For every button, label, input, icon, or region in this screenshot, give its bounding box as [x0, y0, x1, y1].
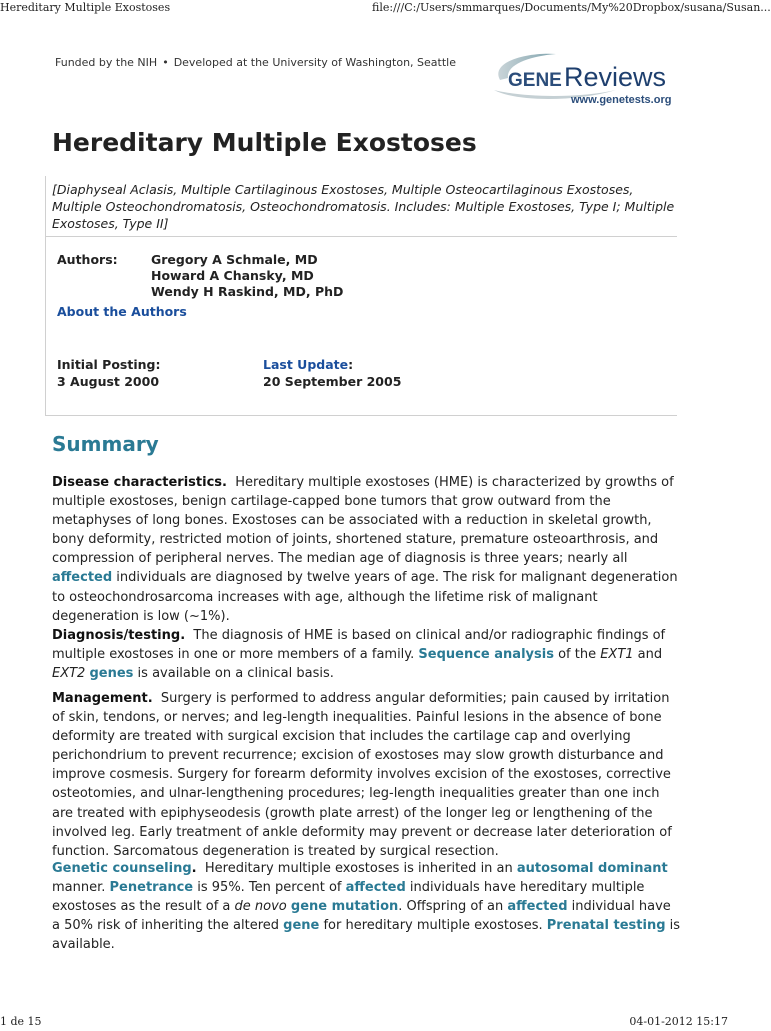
- gene-name-ext2: EXT2: [52, 666, 86, 682]
- last-update: [263, 356, 401, 390]
- de-novo-text: de novo: [234, 899, 287, 915]
- genereviews-logo[interactable]: [486, 50, 676, 110]
- left-rule: [45, 176, 46, 416]
- diagnosis-text: The diagnosis of HME is based on clinical and/or radiographic findings of multiple exostoses in one or more members of a family.: [52, 628, 666, 663]
- gene-name-ext1: EXT1: [600, 647, 634, 663]
- page-title: Hereditary Multiple Exostoses: [52, 128, 477, 157]
- about-authors-link[interactable]: About the Authors: [57, 304, 187, 319]
- last-update-date: 20 September 2005: [263, 374, 402, 389]
- logo-reviews-text: Reviews: [564, 62, 667, 92]
- autosomal-dominant-link[interactable]: autosomal dominant: [516, 861, 668, 876]
- disease-characteristics: [52, 473, 682, 626]
- counseling-text: for hereditary multiple exostoses.: [319, 918, 547, 934]
- disease-label: Disease characteristics.: [52, 475, 227, 490]
- diagnosis-text: of the: [553, 647, 601, 663]
- diagnosis-text: and: [633, 647, 663, 663]
- print-header-title: Hereditary Multiple Exostoses: [0, 1, 171, 14]
- affected-link[interactable]: affected: [507, 899, 568, 915]
- last-update-colon: :: [348, 357, 354, 372]
- genes-link[interactable]: genes: [89, 666, 134, 682]
- management: [52, 689, 682, 861]
- genetic-counseling-link[interactable]: Genetic counseling: [52, 861, 192, 876]
- disease-text: individuals are diagnosed by twelve years of age. The risk for malignant degeneration to osteochondrosarcoma increases with age, although the lifetime risk of malignant degeneration is low (~1%).: [52, 570, 678, 624]
- counseling-text: manner.: [52, 880, 110, 896]
- initial-posting-date: 3 August 2000: [57, 374, 160, 389]
- separator-dot: •: [162, 56, 169, 69]
- print-header: [0, 0, 771, 16]
- counseling-text: is available.: [52, 918, 681, 953]
- counseling-text: . Offspring of an: [398, 899, 508, 915]
- summary-heading: Summary: [52, 432, 159, 456]
- management-label: Management.: [52, 691, 153, 706]
- author-list: [151, 252, 451, 300]
- author-name: Howard A Chansky, MD: [151, 268, 314, 283]
- developed-text: Developed at the University of Washington, Seattle: [173, 56, 456, 69]
- penetrance-link[interactable]: Penetrance: [109, 880, 194, 896]
- initial-posting: [57, 356, 160, 390]
- prenatal-testing-link[interactable]: Prenatal testing: [546, 918, 666, 934]
- initial-posting-label: Initial Posting:: [57, 357, 161, 372]
- author-name: Wendy H Raskind, MD, PhD: [151, 284, 344, 299]
- logo-gene-text: GENE: [508, 70, 562, 91]
- logo-url-text: www.genetests.org: [571, 94, 672, 106]
- divider: [45, 236, 677, 237]
- management-text: Surgery is performed to address angular deformities; pain caused by irritation of skin, tendons, or nerves; and leg-length inequalities. Painful lesions in the absence of bone deformity are treated with surgical excision that includes the cartilage cap and overlying perichondrium to prevent recurrence; excision of exostoses may slow growth disturbance and improve cosmesis. Surgery for forearm deformity involves excision of the exostoses, corrective osteotomies, and ulnar-lengthening procedures; leg-length inequalities greater than one inch are treated with epiphyseodesis (growth plate arrest) of the longer leg or lengthening of the involved leg. Early treatment of ankle deformity may prevent or decrease later deterioration of function. Sarcomatous degeneration is treated by surgical resection.: [52, 691, 672, 859]
- gene-mutation-link[interactable]: gene mutation: [290, 899, 399, 915]
- sequence-analysis-link[interactable]: Sequence analysis: [418, 647, 554, 663]
- genetic-counseling: [52, 859, 682, 954]
- page-count: 1 de 15: [0, 1015, 42, 1028]
- synonyms: [Diaphyseal Aclasis, Multiple Cartilaginous Exostoses, Multiple Osteocartilaginous Exostoses, Multiple Osteochondromatosis, Osteochondromatosis. Includes: Multiple Exostoses, Type I; Multiple Exostoses, Type II]: [52, 182, 675, 231]
- diagnosis-text: is available on a clinical basis.: [133, 666, 334, 682]
- author-name: Gregory A Schmale, MD: [151, 252, 318, 267]
- affected-link[interactable]: affected: [52, 570, 113, 586]
- counseling-text: is 95%. Ten percent of: [193, 880, 346, 896]
- affected-link[interactable]: affected: [345, 880, 406, 896]
- counseling-text: Hereditary multiple exostoses is inherited in an: [204, 861, 517, 876]
- divider: [45, 415, 677, 416]
- last-update-link[interactable]: Last Update: [263, 357, 349, 372]
- counseling-period: .: [191, 861, 197, 876]
- diagnosis-label: Diagnosis/testing.: [52, 628, 186, 643]
- print-footer: [0, 1013, 728, 1031]
- gene-link[interactable]: gene: [283, 918, 320, 934]
- funded-text: Funded by the NIH: [55, 56, 158, 69]
- print-timestamp: 04-01-2012 15:17: [629, 1015, 728, 1028]
- diagnosis-testing: [52, 626, 682, 683]
- authors-label: Authors:: [57, 252, 118, 267]
- disease-text: Hereditary multiple exostoses (HME) is characterized by growths of multiple exostoses, benign cartilage-capped bone tumors that grow outward from the metaphyses of long bones. Exostoses can be associated with a reduction in skeletal growth, bony deformity, restricted motion of joints, shortened stature, premature osteoarthrosis, and compression of peripheral nerves. The median age of diagnosis is three years; nearly all: [52, 475, 674, 567]
- funding-banner: [55, 56, 456, 69]
- counseling-text: individual have a 50% risk of inheriting the altered: [52, 899, 671, 934]
- print-header-path: file:///C:/Users/smmarques/Documents/My%20Dropbox/susana/Susan...: [372, 1, 771, 14]
- counseling-text: individuals have hereditary multiple exostoses as the result of a: [52, 880, 645, 915]
